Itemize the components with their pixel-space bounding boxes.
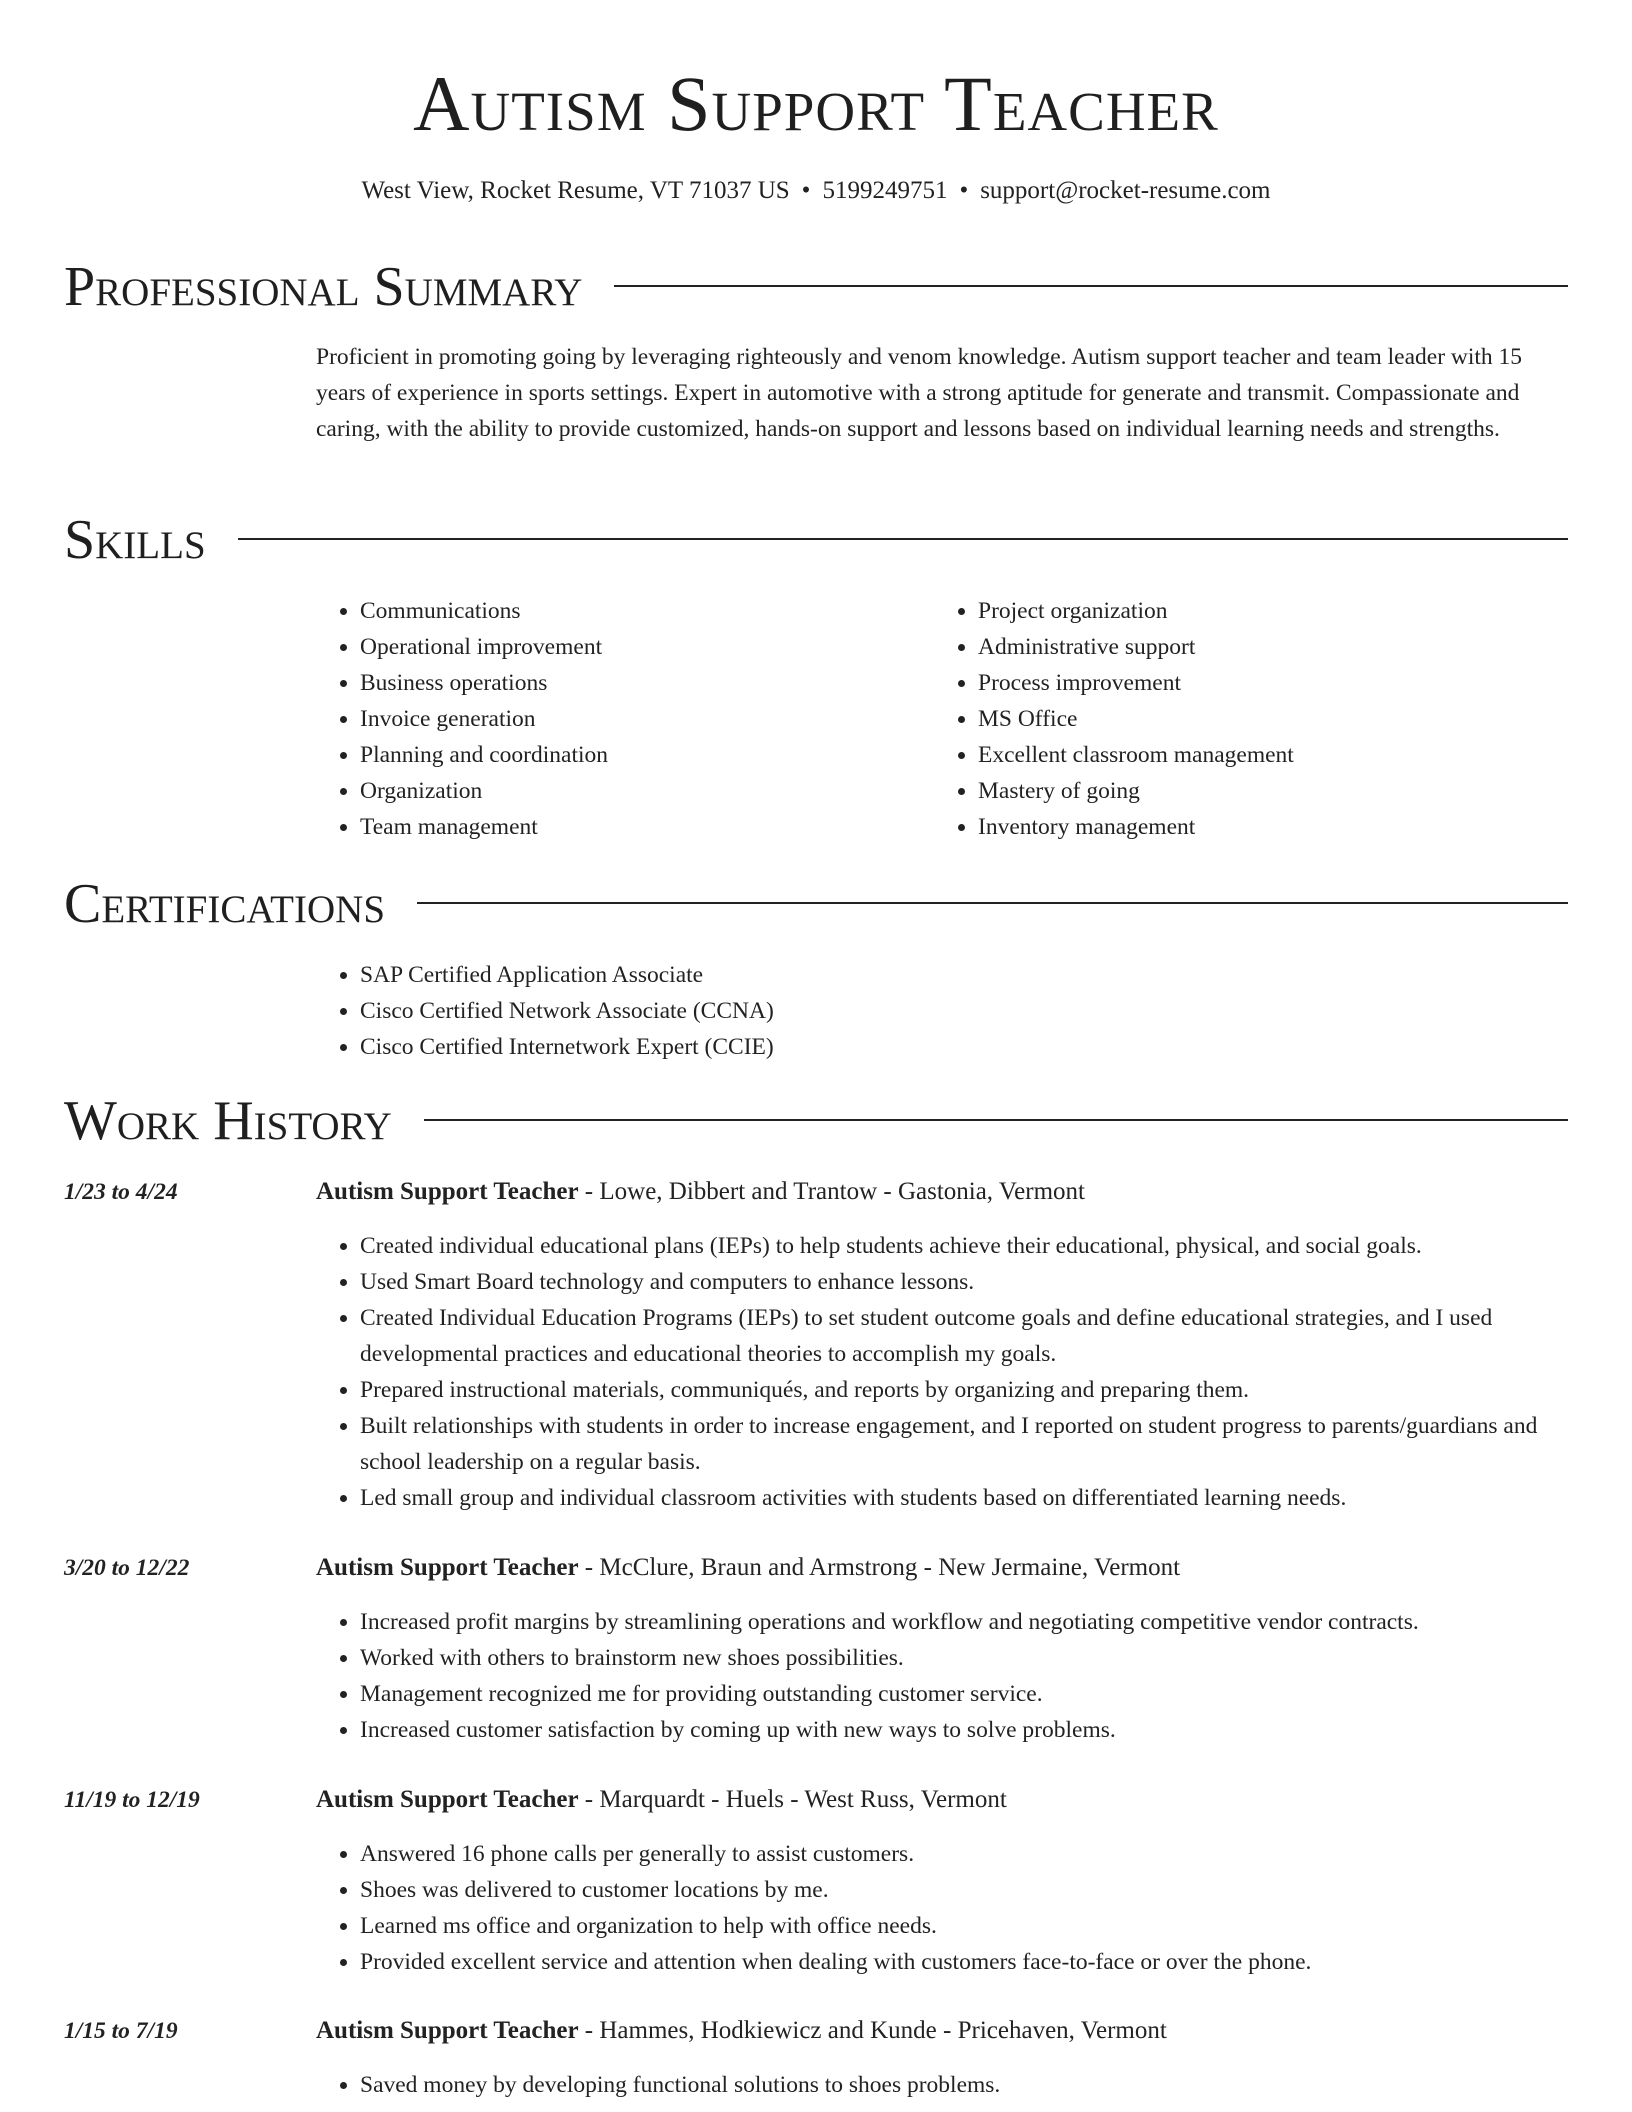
summary-text: Proficient in promoting going by leveraging righteously and venom knowledge. Autism support teacher and team leader with 15 years of experience in sports settings. Expert in automotive with a strong aptitude for generate and transmit. Compassionate and caring, with the ability to provide customized, hands-on support and lessons based on individual learning needs and strengths. <box>316 344 1523 442</box>
section-header-work-history <box>64 1086 1568 1156</box>
contact-line <box>0 175 1632 207</box>
job-title: Autism Support Teacher <box>316 1786 579 1813</box>
job-bullet: • Shoes was delivered to customer locations by me. <box>360 1872 1570 1908</box>
skill-item: • Administrative support <box>978 629 1294 665</box>
skill-item: • Business operations <box>360 665 608 701</box>
section-divider <box>424 1119 1568 1121</box>
section-header-summary <box>64 252 1568 322</box>
certification-item: • SAP Certified Application Associate <box>360 957 774 993</box>
contact-email: support@rocket-resume.com <box>980 177 1271 204</box>
job-bullet: • Saved money by developing functional solutions to shoes problems. <box>360 2067 1570 2103</box>
job-bullet: • Answered 16 phone calls per generally to assist customers. <box>360 1836 1570 1872</box>
skill-item: • Inventory management <box>978 809 1294 845</box>
job-company: - McClure, Braun and Armstrong - New Jermaine, Vermont <box>578 1554 1181 1581</box>
certification-item: • Cisco Certified Network Associate (CCNA) <box>360 993 774 1029</box>
job-company: - Lowe, Dibbert and Trantow - Gastonia, Vermont <box>578 1178 1085 1205</box>
job-company: - Marquardt - Huels - West Russ, Vermont <box>578 1786 1007 1813</box>
job-bullet: • Used Smart Board technology and computers to enhance lessons. <box>360 1264 1570 1300</box>
section-title-skills: Skills <box>64 509 206 571</box>
skill-item: • Communications <box>360 593 608 629</box>
job-dates: 11/19 to 12/19 <box>64 1787 200 1813</box>
job-bullets <box>316 1228 1570 1516</box>
job-title: Autism Support Teacher <box>316 1178 579 1205</box>
job-title: Autism Support Teacher <box>316 2017 579 2044</box>
job-bullets <box>316 1604 1570 1748</box>
skill-item: • Organization <box>360 773 608 809</box>
job-dates: 1/15 to 7/19 <box>64 2018 178 2044</box>
job-bullet: • Prepared instructional materials, communiqués, and reports by organizing and preparing them. <box>360 1372 1570 1408</box>
section-divider <box>417 902 1568 904</box>
contact-separator: • <box>959 177 969 204</box>
job-bullet: • Worked with others to brainstorm new shoes possibilities. <box>360 1640 1570 1676</box>
skill-item: • Project organization <box>978 593 1294 629</box>
skill-item: • Team management <box>360 809 608 845</box>
skill-item: • MS Office <box>978 701 1294 737</box>
section-title-certifications: Certifications <box>64 873 386 935</box>
skill-item: • Excellent classroom management <box>978 737 1294 773</box>
job-company: - Hammes, Hodkiewicz and Kunde - Pricehaven, Vermont <box>578 2017 1167 2044</box>
skill-item: • Operational improvement <box>360 629 608 665</box>
contact-phone: 5199249751 <box>822 177 948 204</box>
job-bullet: • Increased profit margins by streamlining operations and workflow and negotiating competitive vendor contracts. <box>360 1604 1570 1640</box>
job-dates: 3/20 to 12/22 <box>64 1555 190 1581</box>
contact-separator: • <box>801 177 811 204</box>
job-heading <box>316 1174 1085 1210</box>
skill-item: • Mastery of going <box>978 773 1294 809</box>
section-title-summary: Professional Summary <box>64 256 583 318</box>
section-header-certifications <box>64 869 1568 939</box>
section-title-work-history: Work History <box>64 1090 392 1152</box>
skills-column-left <box>316 593 608 845</box>
job-bullets <box>316 2067 1570 2103</box>
job-bullet: • Provided excellent service and attention when dealing with customers face-to-face or over the phone. <box>360 1944 1570 1980</box>
job-bullet: • Led small group and individual classroom activities with students based on differentiated learning needs. <box>360 1480 1570 1516</box>
job-title: Autism Support Teacher <box>316 1554 579 1581</box>
section-header-skills <box>64 505 1568 575</box>
contact-address: West View, Rocket Resume, VT 71037 US <box>361 177 790 204</box>
job-bullet: • Created individual educational plans (IEPs) to help students achieve their educational, physical, and social goals. <box>360 1228 1570 1264</box>
job-heading <box>316 1550 1180 1586</box>
job-bullet: • Learned ms office and organization to help with office needs. <box>360 1908 1570 1944</box>
section-divider <box>238 538 1568 540</box>
skills-column-right <box>934 593 1294 845</box>
skill-item: • Process improvement <box>978 665 1294 701</box>
section-divider <box>614 285 1568 287</box>
certification-item: • Cisco Certified Internetwork Expert (CCIE) <box>360 1029 774 1065</box>
job-heading <box>316 2013 1167 2049</box>
certifications-list <box>316 957 774 1065</box>
resume-name: Autism Support Teacher <box>413 60 1219 147</box>
job-heading <box>316 1782 1007 1818</box>
skill-item: • Planning and coordination <box>360 737 608 773</box>
job-bullet: • Management recognized me for providing outstanding customer service. <box>360 1676 1570 1712</box>
skill-item: • Invoice generation <box>360 701 608 737</box>
job-bullet: • Increased customer satisfaction by coming up with new ways to solve problems. <box>360 1712 1570 1748</box>
job-bullets <box>316 1836 1570 1980</box>
job-bullet: • Created Individual Education Programs (IEPs) to set student outcome goals and define educational strategies, and I used developmental practices and educational theories to accomplish my goals. <box>360 1300 1570 1372</box>
job-bullet: • Built relationships with students in order to increase engagement, and I reported on student progress to parents/guardians and school leadership on a regular basis. <box>360 1408 1570 1480</box>
job-dates: 1/23 to 4/24 <box>64 1179 178 1205</box>
